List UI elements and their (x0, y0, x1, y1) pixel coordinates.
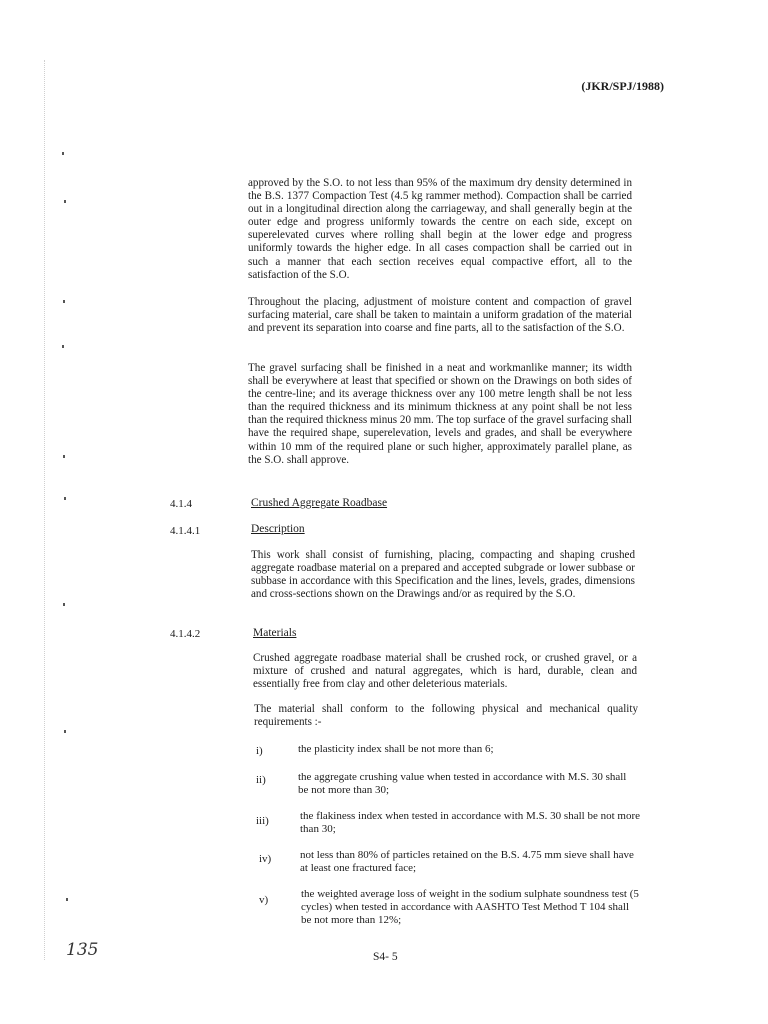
list-item-text: not less than 80% of particles retained on the B.S. 4.75 mm sieve shall have at least one fractured face; (300, 849, 634, 874)
list-item-number: iii) (256, 815, 269, 827)
list-item-number: iv) (259, 853, 272, 865)
handwritten-page-note: 135 (66, 940, 99, 960)
list-item-text: the aggregate crushing value when tested in accordance with M.S. 30 shall be not more than 30; (298, 771, 627, 796)
page-number: S4- 5 (373, 951, 398, 963)
paragraph-materials: Crushed aggregate roadbase material shall be crushed rock, or crushed gravel, or a mixture of crushed and natural aggregates, which is hard, durable, clean and essentially free from clay and other deleterious materials. (253, 652, 637, 691)
margin-mark (63, 300, 65, 303)
section-title: Crushed Aggregate Roadbase (251, 497, 388, 509)
margin-mark (64, 497, 66, 500)
section-number: 4.1.4.1 (170, 525, 201, 537)
margin-scan-line (44, 60, 46, 960)
margin-mark (63, 455, 65, 458)
list-item-number: ii) (256, 774, 266, 786)
section-number: 4.1.4 (170, 498, 192, 510)
margin-mark (63, 603, 65, 606)
margin-mark (66, 898, 68, 901)
list-item-text: the weighted average loss of weight in the sodium sulphate soundness test (5 cycles) when tested in accordance with AASHTO Test Method T 104 shall be not more than 12%; (301, 888, 639, 926)
margin-mark (62, 345, 64, 348)
paragraph-compaction: approved by the S.O. to not less than 95% of the maximum dry density determined in the B.S. 1377 Compaction Test (4.5 kg rammer method). Compaction shall be carried out in a longitudinal direction along the carriageway, and shall generally begin at the outer edge and progress uniformly towards the centre on each side, except on superelevated curves where rolling shall begin at the lower edge and progress uniformly towards the higher edge. In all cases compaction shall be carried out in such a manner that each section receives equal compactive effort, all to the satisfaction of the S.O. (248, 177, 632, 281)
document-reference: (JKR/SPJ/1988) (581, 79, 664, 93)
paragraph-description: This work shall consist of furnishing, placing, compacting and shaping crushed aggregate roadbase material on a prepared and accepted subgrade or lower subbase or subbase in accordance with this Specification and the lines, levels, grades, dimensions and cross-sections shown on the Drawings and/or as required by the S.O. (251, 549, 635, 601)
margin-mark (62, 152, 64, 155)
list-item-number: v) (259, 894, 269, 906)
list-item-number: i) (256, 745, 263, 757)
list-item-text: the plasticity index shall be not more than 6; (298, 743, 494, 755)
paragraph-finishing: The gravel surfacing shall be finished in a neat and workmanlike manner; its width shall be everywhere at least that specified or shown on the Drawings on both sides of the centre-line; and its average thickness over any 100 metre length shall be not less than the required thickness and its minimum thickness at any point shall be not less than the required thickness minus 20 mm. The top surface of the gravel surfacing shall have the required shape, superelevation, levels and grades, and shall be everywhere within 10 mm of the required plane or such higher, approximately parallel plane, as the S.O. shall approve. (248, 362, 632, 466)
margin-mark (64, 200, 66, 203)
section-title: Description (251, 523, 305, 535)
paragraph-gradation: Throughout the placing, adjustment of moisture content and compaction of gravel surfacing material, care shall be taken to maintain a uniform gradation of the material and prevent its separation into coarse and fine parts, all to the satisfaction of the S.O. (248, 296, 632, 335)
list-item-text: the flakiness index when tested in accordance with M.S. 30 shall be not more than 30; (300, 810, 640, 835)
section-number: 4.1.4.2 (170, 628, 201, 640)
section-title: Materials (253, 627, 297, 639)
paragraph-requirements-intro: The material shall conform to the following physical and mechanical quality requirements :- (254, 703, 638, 729)
margin-mark (64, 730, 66, 733)
